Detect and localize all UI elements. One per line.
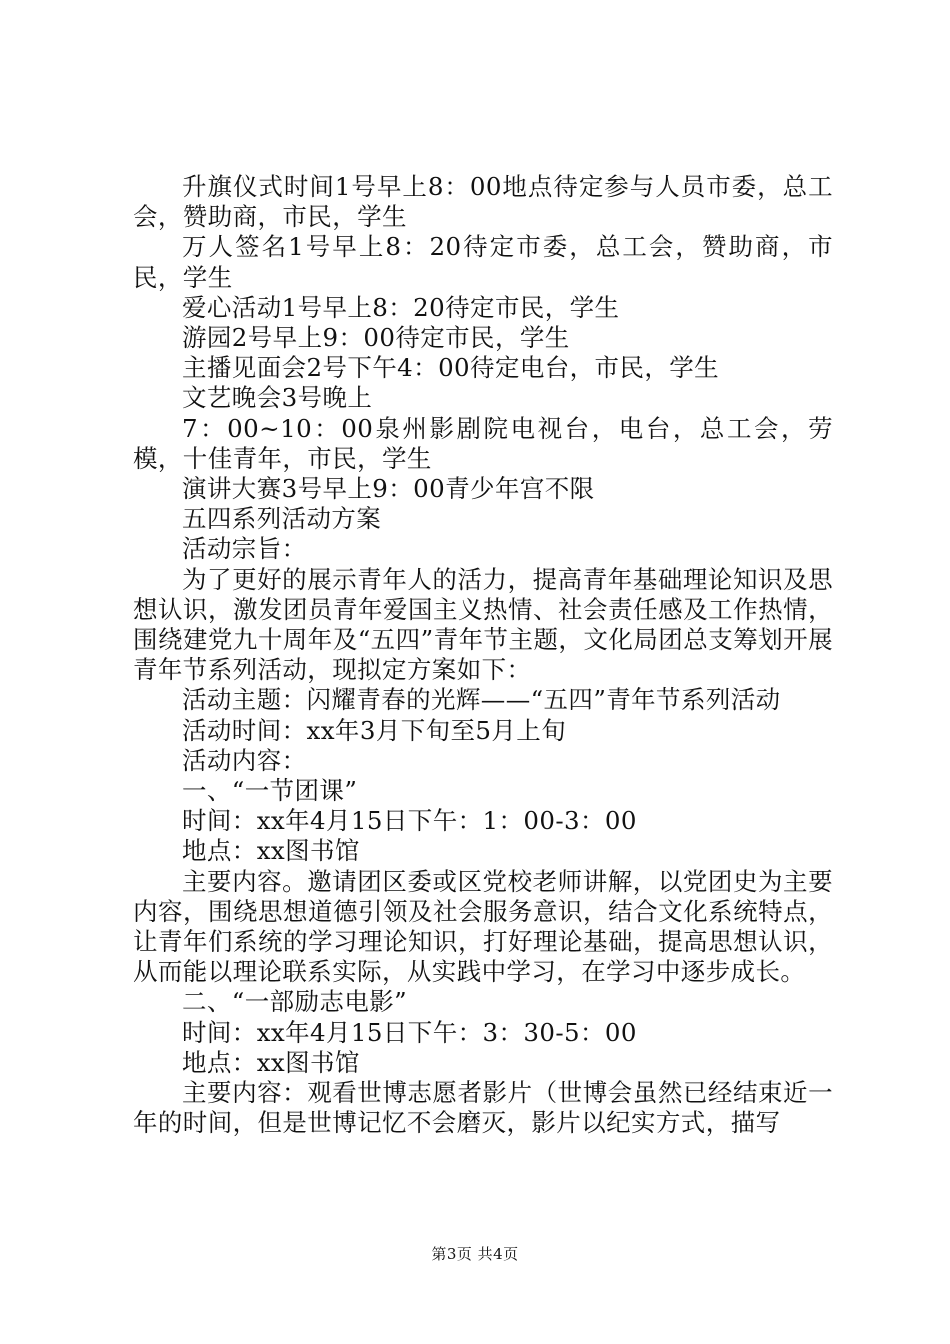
paragraph-speech-contest: 演讲大赛3号早上9：00青少年宫不限 (182, 474, 595, 504)
item-two-content: 主要内容：观看世博志愿者影片（世博会虽然已经结束近一年的时间，但是世博记忆不会磨灭，影片以纪实方式，描写 (133, 1078, 833, 1138)
paragraph-gala-time: 7：00~10：00泉州影剧院电视台，电台，总工会，劳模，十佳青年，市民，学生 (133, 413, 833, 473)
item-two-time: 时间：xx年4月15日下午：3：30-5：00 (182, 1017, 637, 1047)
item-one-heading: 一、“一节团课” (182, 776, 358, 806)
paragraph-signature: 万人签名1号早上8：20待定市委，总工会，赞助商，市民，学生 (133, 232, 833, 292)
item-one-place: 地点：xx图书馆 (182, 836, 360, 866)
paragraph-charity: 爱心活动1号早上8：20待定市民，学生 (182, 292, 620, 322)
item-two-place: 地点：xx图书馆 (182, 1047, 360, 1077)
purpose-heading: 活动宗旨： (182, 534, 307, 564)
paragraph-host-meeting: 主播见面会2号下午4：00待定电台，市民，学生 (182, 353, 720, 383)
document-body (133, 172, 833, 1139)
theme-line: 活动主题：闪耀青春的光辉——“五四”青年节系列活动 (182, 685, 781, 715)
purpose-text: 为了更好的展示青年人的活力，提高青年基础理论知识及思想认识，激发团员青年爱国主义热情、社会责任感及工作热情，围绕建党九十周年及“五四”青年节主题，文化局团总支筹划开展青年节系列活动，现拟定方案如下： (133, 564, 833, 685)
item-two-heading: 二、“一部励志电影” (182, 987, 408, 1017)
item-one-content: 主要内容。邀请团区委或区党校老师讲解，以党团史为主要内容，围绕思想道德引领及社会服务意识，结合文化系统特点，让青年们系统的学习理论知识，打好理论基础，提高思想认识，从而能以理论联系实际，从实践中学习，在学习中逐步成长。 (133, 866, 833, 987)
paragraph-gala: 文艺晚会3号晚上 (182, 383, 373, 413)
paragraph-garden: 游园2号早上9：00待定市民，学生 (182, 323, 570, 353)
time-line: 活动时间：xx年3月下旬至5月上旬 (182, 715, 567, 745)
item-one-time: 时间：xx年4月15日下午：1：00-3：00 (182, 806, 637, 836)
section-title: 五四系列活动方案 (182, 504, 382, 534)
page-footer: 第3页 共4页 (431, 1245, 519, 1263)
paragraph-ceremony: 升旗仪式时间1号早上8：00地点待定参与人员市委，总工会，赞助商，市民，学生 (133, 172, 833, 232)
content-heading: 活动内容： (182, 745, 307, 775)
